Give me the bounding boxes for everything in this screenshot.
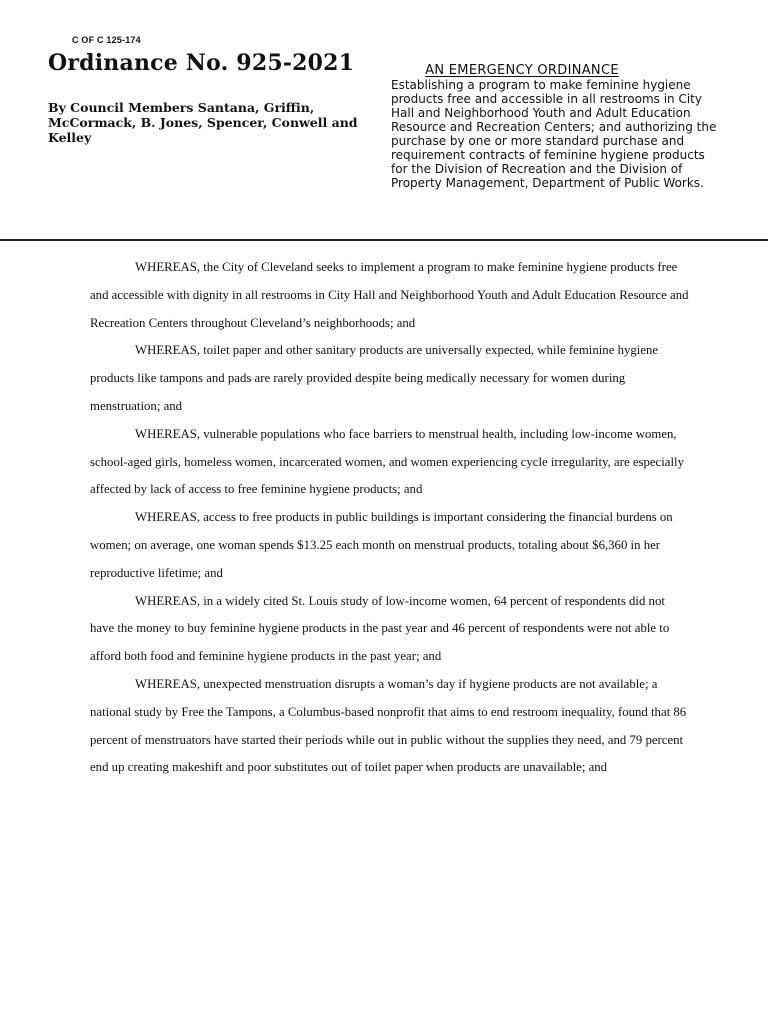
header-divider xyxy=(0,239,768,241)
whereas-paragraph: WHEREAS, access to free products in public buildings is important considering the financial burdens on women; on average, one woman spends $13.25 each month on menstrual products, totaling about $6,360 in her reproductive lifetime; and xyxy=(90,510,673,580)
whereas-paragraph: WHEREAS, toilet paper and other sanitary products are universally expected, while feminine hygiene products like tampons and pads are rarely provided despite being medically necessary for women during menstruation; and xyxy=(90,343,659,413)
ordinance-title: Ordinance No. 925-2021 xyxy=(48,50,355,76)
whereas-paragraph: WHEREAS, vulnerable populations who face barriers to menstrual health, including low-income women, school-aged girls, homeless women, incarcerated women, and women experiencing cycle irregularity, are especially affected by lack of access to free feminine hygiene products; and xyxy=(90,426,684,497)
ordinance-body xyxy=(90,254,690,782)
emergency-description: Establishing a program to make feminine hygiene products free and accessible in all restrooms in City Hall and Neighborhood Youth and Adult Education Resource and Recreation Centers; and authorizing the purchase by one or more standard purchase and requirement contracts of feminine hygiene products for the Division of Recreation and the Division of Property Management, Department of Public Works. xyxy=(391,78,717,190)
emergency-block xyxy=(391,63,731,190)
emergency-title: AN EMERGENCY ORDINANCE xyxy=(425,63,619,78)
whereas-paragraph: WHEREAS, in a widely cited St. Louis study of low-income women, 64 percent of respondents did not have the money to buy feminine hygiene products in the past year and 46 percent of respondents were not able to afford both food and feminine hygiene products in the past year; and xyxy=(90,593,670,664)
sponsors: By Council Members Santana, Griffin, McCormack, B. Jones, Spencer, Conwell and Kelley xyxy=(48,100,358,145)
whereas-paragraph: WHEREAS, the City of Cleveland seeks to implement a program to make feminine hygiene products free and accessible with dignity in all restrooms in City Hall and Neighborhood Youth and Adult Education Resource and Recreation Centers throughout Cleveland’s neighborhoods; and xyxy=(90,260,689,330)
document-reference: C OF C 125-174 xyxy=(72,35,141,45)
whereas-paragraph: WHEREAS, unexpected menstruation disrupts a woman’s day if hygiene products are not available; a national study by Free the Tampons, a Columbus-based nonprofit that aims to end restroom inequality, found that 86 percent of menstruators have started their periods while out in public without the supplies they need, and 79 percent end up creating makeshift and poor substitutes out of toilet paper when products are unavailable; and xyxy=(90,676,687,775)
